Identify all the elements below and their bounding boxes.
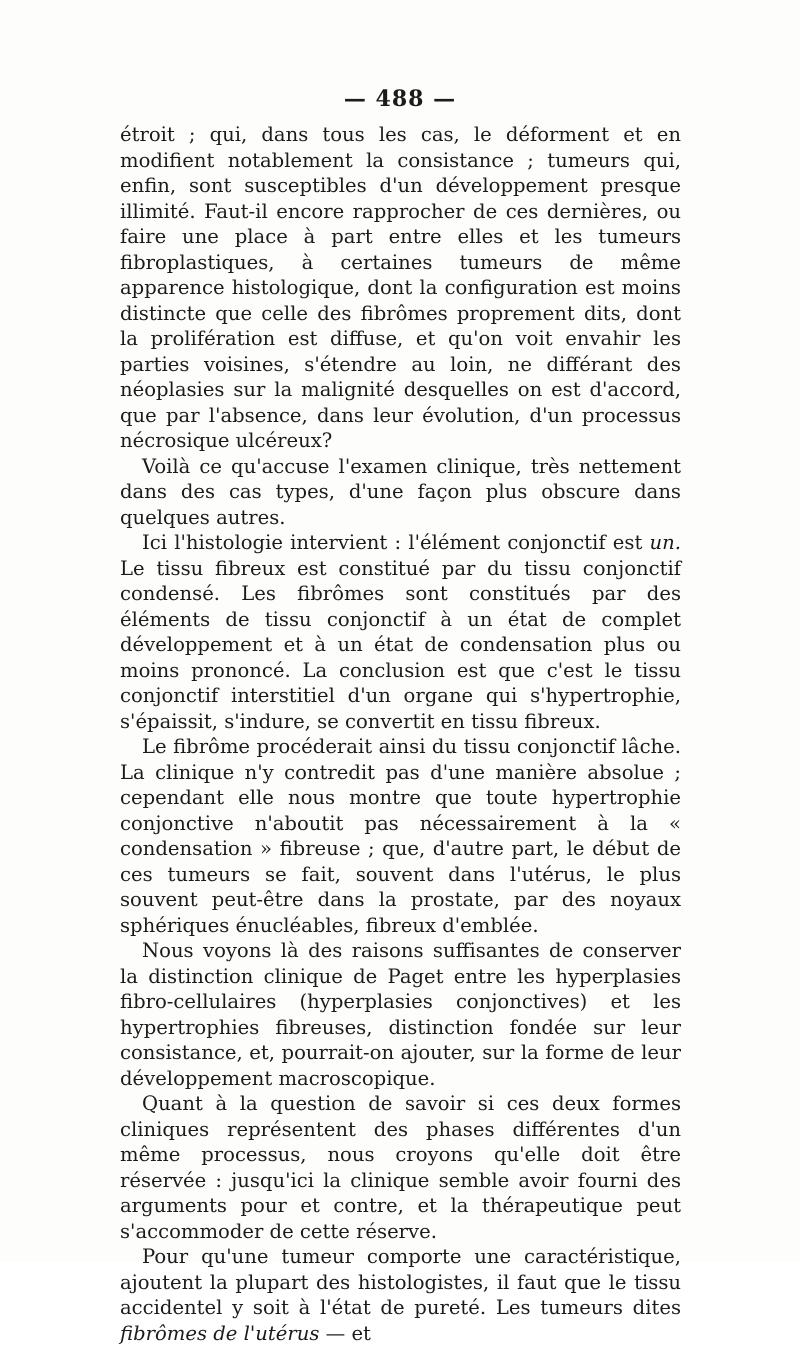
- paragraph: [120, 530, 681, 734]
- page-number: — 488 —: [343, 86, 457, 112]
- paragraph-text: Ici l'histologie intervient : l'élément conjonctif est: [142, 531, 650, 554]
- paragraph-text: — et: [319, 1321, 371, 1345]
- paragraph-text: Le tissu fibreux est constitué par du tissu conjonctif condensé. Les fibrômes sont constitués par des éléments de tissu conjonctif à un état de complet développement et à un état de condensation plus ou moins prononcé. La conclusion est que c'est le tissu conjonctif interstitiel d'un organe qui s'hypertrophie, s'épaissit, s'indure, se convertit en tissu fibreux.: [120, 556, 681, 733]
- page-body: [120, 122, 681, 1345]
- paragraph-text: Pour qu'une tumeur comporte une caractéristique, ajoutent la plupart des histologistes, il faut que le tissu accidentel y soit à l'état de pureté. Les tumeurs dites: [120, 1245, 681, 1319]
- paragraph: Quant à la question de savoir si ces deux formes cliniques représentent des phases différentes d'un même processus, nous croyons qu'elle doit être réservée : jusqu'ici la clinique semble avoir fourni des arguments pour et contre, et la thérapeutique peut s'accommoder de cette réserve.: [120, 1092, 681, 1243]
- paragraph: Voilà ce qu'accuse l'examen clinique, très nettement dans des cas types, d'une façon plus obscure dans quelques autres.: [120, 454, 681, 529]
- paragraph: [120, 1244, 681, 1346]
- italic-emphasis: un.: [649, 531, 681, 554]
- paragraph: Nous voyons là des raisons suffisantes de conserver la distinction clinique de Paget entre les hyperplasies fibro-cellulaires (hyperplasies conjonctives) et les hypertrophies fibreuses, distinction fondée sur leur consistance, et, pourrait-on ajouter, sur la forme de leur développement macroscopique.: [120, 939, 681, 1090]
- italic-emphasis: fibrômes de l'utérus: [120, 1321, 320, 1345]
- paragraph: étroit ; qui, dans tous les cas, le déforment et en modifient notablement la consistance ; tumeurs qui, enfin, sont susceptibles d'un développement presque illimité. Faut-il encore rapprocher de ces dernières, ou faire une place à part entre elles et les tumeurs fibroplastiques, à certaines tumeurs de même apparence histologique, dont la configuration est moins distincte que celle des fibrômes proprement dits, dont la prolifération est diffuse, et qu'on voit envahir les parties voisines, s'étendre au loin, ne différant des néoplasies sur la malignité desquelles on est d'accord, que par l'absence, dans leur évolution, d'un processus nécrosique ulcéreux?: [120, 123, 681, 452]
- paragraph: Le fibrôme procéderait ainsi du tissu conjonctif lâche. La clinique n'y contredit pas d'une manière absolue ; cependant elle nous montre que toute hypertrophie conjonctive n'aboutit pas nécessairement à la « condensation » fibreuse ; que, d'autre part, le début de ces tumeurs se fait, souvent dans l'utérus, le plus souvent peut-être dans la prostate, par des noyaux sphériques énucléables, fibreux d'emblée.: [120, 735, 681, 937]
